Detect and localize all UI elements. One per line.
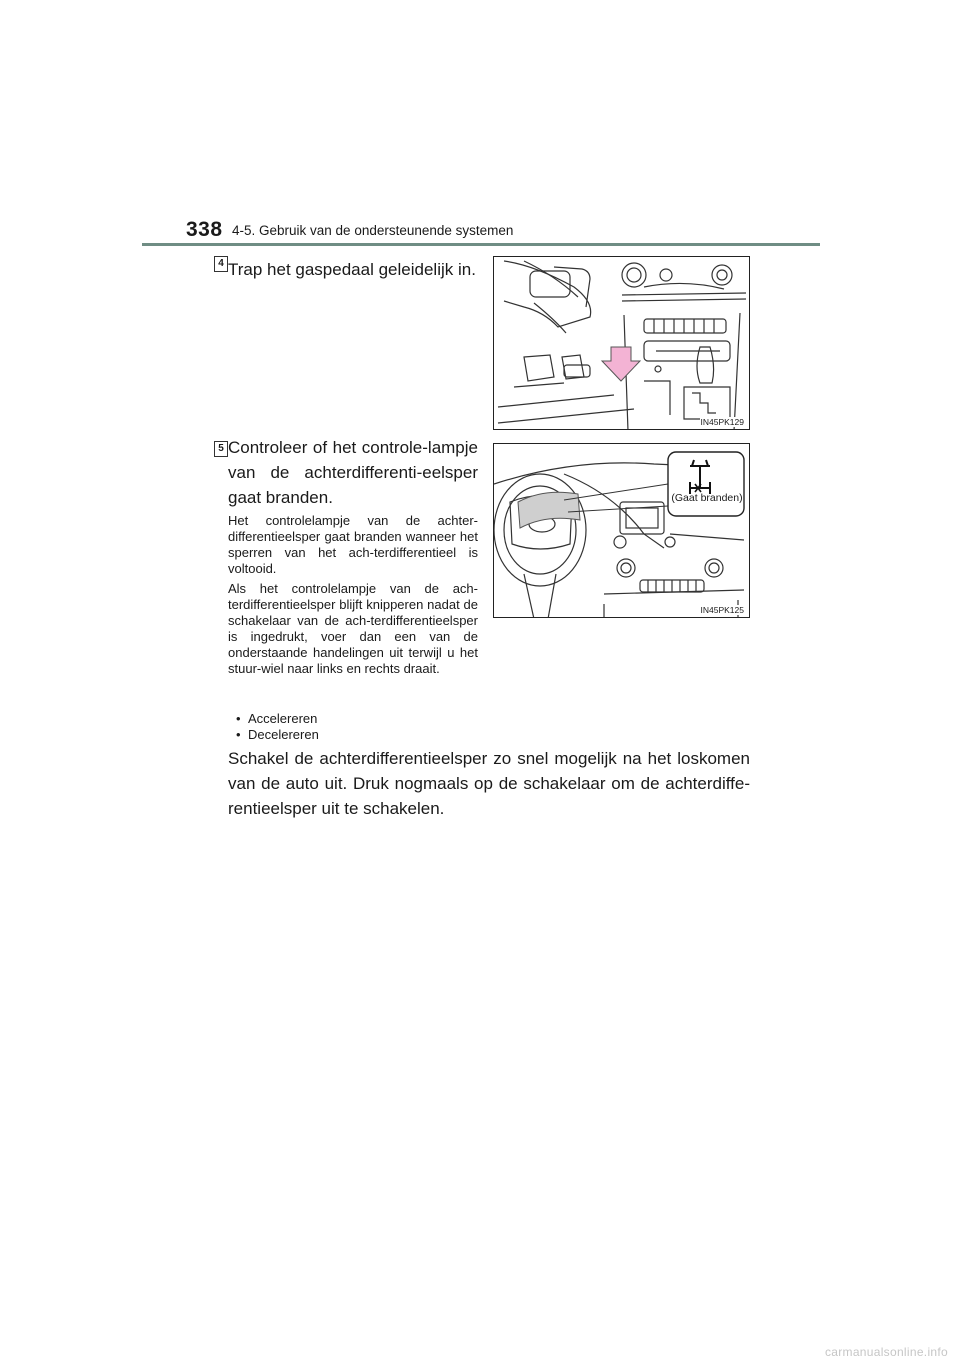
section-title: 4-5. Gebruik van de ondersteunende systemen bbox=[232, 223, 514, 238]
bullet-list bbox=[236, 711, 319, 743]
indicator-callout-label: (Gaat branden) bbox=[671, 492, 743, 504]
step-badge-5: 5 bbox=[214, 441, 228, 457]
footer-watermark: carmanualsonline.info bbox=[824, 1345, 948, 1358]
step-5-note bbox=[228, 513, 478, 677]
figure-code-5: IN45PK125 bbox=[700, 605, 744, 615]
closing-paragraph: Schakel de achterdifferentieelsper zo snel mogelijk na het loskomen van de auto uit. Druk nogmaals op de schakelaar om de achterdiffe-rentieelsper uit te schakelen. bbox=[228, 749, 750, 818]
step-4-text: Trap het gaspedaal geleidelijk in. bbox=[228, 260, 476, 279]
note-paragraph: Als het controlelampje van de ach-terdifferentieelsper blijft knipperen nadat de schakelaar van de ach-terdifferentieelsper is ingedrukt, voer dan een van de onderstaande handelingen uit terwijl u het stuur-wiel naar links en rechts draait. bbox=[228, 581, 478, 676]
header-rule bbox=[142, 243, 820, 246]
figure-indicator-lamp bbox=[493, 443, 750, 618]
step-badge-4: 4 bbox=[214, 256, 228, 272]
figure-accelerator-pedal bbox=[493, 256, 750, 430]
accelerator-pedal-illustration bbox=[494, 257, 750, 430]
note-paragraph: Het controlelampje van de achter-differentieelsper gaat branden wanneer het sperren van het ach-terdifferentieel is voltooid. bbox=[228, 513, 478, 576]
figure-code-4: IN45PK129 bbox=[700, 417, 744, 427]
step-5-text: Controleer of het controle-lampje van de achterdifferenti-eelsper gaat branden. bbox=[228, 438, 478, 507]
dashboard-illustration bbox=[494, 444, 750, 618]
page-number: 338 bbox=[186, 218, 223, 241]
pedal-arrow-icon bbox=[602, 347, 640, 381]
list-item: • Accelereren bbox=[236, 711, 319, 727]
list-item: • Decelereren bbox=[236, 727, 319, 743]
